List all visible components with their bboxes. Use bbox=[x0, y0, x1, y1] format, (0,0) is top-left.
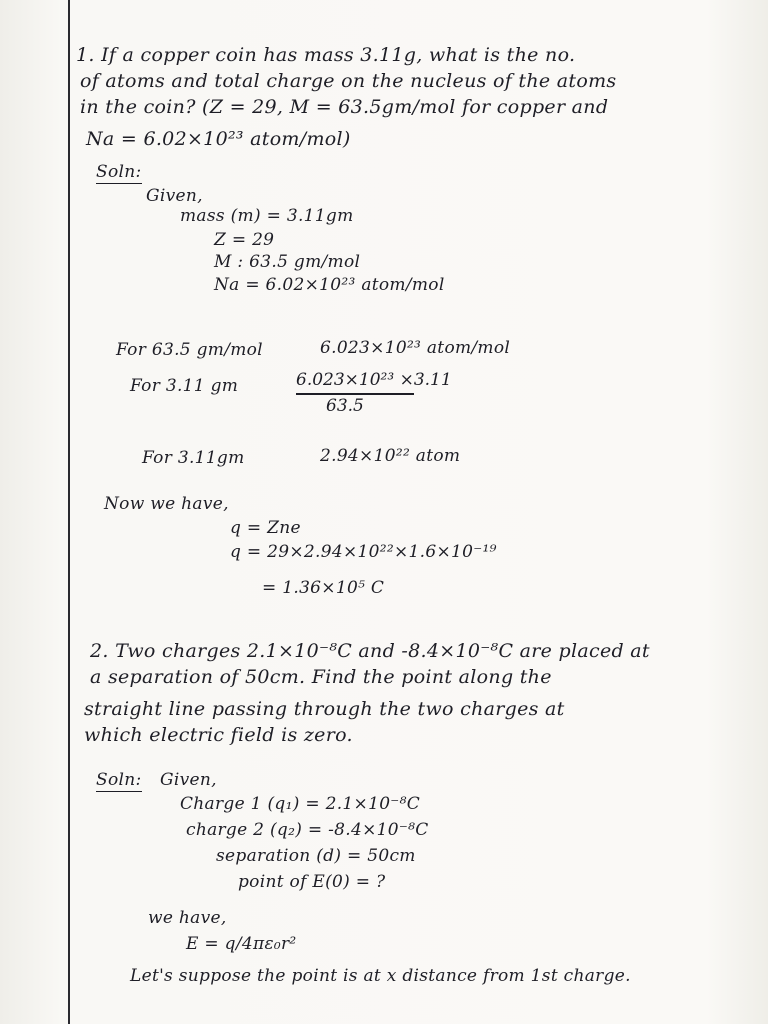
q1-line-2: of atoms and total charge on the nucleus of the atoms bbox=[80, 70, 617, 92]
q1-for1-value: 6.023×10²³ atom/mol bbox=[320, 338, 511, 358]
q1-avogadro: Na = 6.02×10²³ atom/mol bbox=[214, 275, 445, 295]
q2-charge-1: Charge 1 (q₁) = 2.1×10⁻⁸C bbox=[180, 794, 421, 814]
q2-line-1: 2. Two charges 2.1×10⁻⁸C and -8.4×10⁻⁸C are placed at bbox=[90, 640, 650, 662]
q1-line-3: in the coin? (Z = 29, M = 63.5gm/mol for copper and bbox=[80, 96, 609, 118]
q1-line-4: Na = 6.02×10²³ atom/mol) bbox=[86, 128, 351, 150]
q1-given: Given, bbox=[146, 186, 203, 206]
q1-equation-2: q = 29×2.94×10²²×1.6×10⁻¹⁹ bbox=[230, 542, 497, 562]
q1-for2-label: For 3.11 gm bbox=[130, 376, 239, 396]
q1-line-1: 1. If a copper coin has mass 3.11g, what is the no. bbox=[76, 44, 576, 66]
q2-we-have: we have, bbox=[148, 908, 227, 928]
q1-molar-mass: M : 63.5 gm/mol bbox=[214, 252, 361, 272]
margin-line bbox=[68, 0, 70, 1024]
q2-charge-2: charge 2 (q₂) = -8.4×10⁻⁸C bbox=[186, 820, 429, 840]
q1-fraction-denominator: 63.5 bbox=[326, 396, 364, 416]
q2-line-4: which electric field is zero. bbox=[84, 724, 353, 746]
q1-z: Z = 29 bbox=[214, 230, 275, 250]
q1-now-we-have: Now we have, bbox=[104, 494, 229, 514]
q2-supposition: Let's suppose the point is at x distance from 1st charge. bbox=[130, 966, 631, 986]
q1-for3-value: 2.94×10²² atom bbox=[320, 446, 461, 466]
q1-equation-1: q = Zne bbox=[230, 518, 301, 538]
q2-line-2: a separation of 50cm. Find the point along the bbox=[90, 666, 552, 688]
q2-formula: E = q/4πε₀r² bbox=[186, 934, 297, 954]
q1-for1-label: For 63.5 gm/mol bbox=[116, 340, 263, 360]
q2-point-unknown: point of E(0) = ? bbox=[238, 872, 386, 892]
q2-solution-label: Soln: bbox=[96, 770, 142, 790]
q1-solution-label: Soln: bbox=[96, 162, 142, 182]
q1-fraction-bar bbox=[296, 393, 414, 395]
q1-for3-label: For 3.11gm bbox=[142, 448, 245, 468]
q1-equation-3: = 1.36×10⁵ C bbox=[262, 578, 385, 598]
q2-line-3: straight line passing through the two charges at bbox=[84, 698, 565, 720]
q1-mass: mass (m) = 3.11gm bbox=[180, 206, 354, 226]
q1-fraction-numerator: 6.023×10²³ ×3.11 bbox=[296, 370, 452, 390]
q2-given: Given, bbox=[160, 770, 217, 790]
q2-separation: separation (d) = 50cm bbox=[216, 846, 416, 866]
